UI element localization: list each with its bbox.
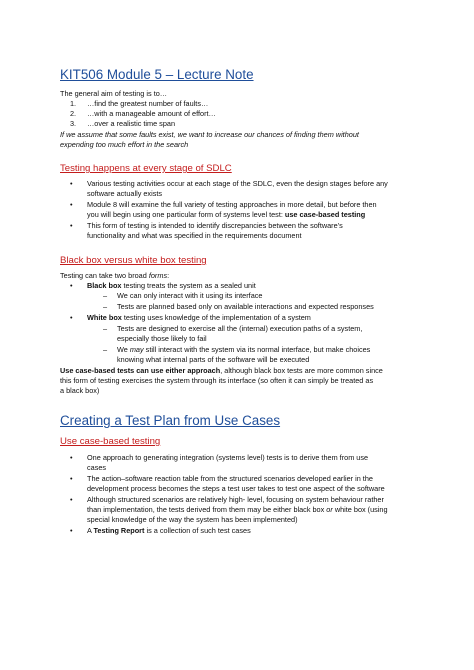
bullet-icon: • [70, 200, 73, 209]
white-box-detail-1-line-1: Tests are designed to exercise all the (internal) execution paths of a system, [117, 324, 363, 333]
intro-italic-line-1: If we assume that some faults exist, we want to increase our chances of finding them without [60, 130, 359, 139]
section-heading-test-plan: Creating a Test Plan from Use Cases [60, 413, 281, 428]
wb-d2-italic: may [129, 345, 144, 354]
uc-bullet-1-line-2: cases [87, 463, 107, 472]
wb-d2-c: still interact with the system via its normal interface, but make choices [143, 345, 371, 354]
white-box-term: White box [87, 313, 122, 322]
bw-lead-colon: : [167, 271, 170, 280]
black-box-detail-1: We can only interact with it using its interface [117, 291, 263, 300]
intro-item-1: …find the greatest number of faults… [87, 99, 209, 108]
bullet-icon: • [70, 453, 73, 462]
uc-bullet-2-line-1: The action–software reaction table from the structured scenarios developed earlier in the [87, 474, 373, 483]
white-box-line [87, 313, 311, 323]
section-heading-black-white-box: Black box versus white box testing [60, 255, 207, 266]
uc-bullet-1-line-1: One approach to generating integration (systems level) tests is to derive them from use [87, 453, 369, 462]
bullet-icon: • [70, 495, 73, 504]
bullet-icon: • [70, 313, 73, 322]
section-heading-sdlc: Testing happens at every stage of SDLC [60, 163, 232, 174]
intro-lead: The general aim of testing is to… [60, 89, 168, 98]
bw-paragraph-bold: Use case-based tests can use either approach [60, 366, 221, 375]
sdlc-bullet-2-text: you will begin using one particular form of systems level test: [87, 210, 285, 219]
bullet-icon: • [70, 526, 73, 535]
uc-b4-bold: Testing Report [93, 526, 145, 535]
uc-b4-a: A [87, 526, 94, 535]
sdlc-bullet-1-line-1: Various testing activities occur at each stage of the SDLC, even the design stages before any [87, 179, 388, 188]
bw-paragraph-line-3: a black box) [60, 386, 100, 395]
white-box-detail-2-line-2: knowing what internal parts of the software will be executed [117, 355, 310, 364]
dash-icon: – [103, 302, 108, 311]
black-box-line [87, 281, 256, 291]
bw-lead-text: Testing can take two broad [60, 271, 149, 280]
uc-b4-c: is a collection of such test cases [144, 526, 251, 535]
bw-paragraph-rest: , although black box tests are more common since [220, 366, 383, 375]
uc-b3-a: than implementation, the tests derived from them may be either black box [87, 505, 327, 514]
white-box-detail-1-line-2: especially those likely to fail [117, 334, 207, 343]
black-box-term: Black box [87, 281, 122, 290]
intro-item-num-3: 3. [70, 119, 77, 128]
sdlc-bullet-2-line-1: Module 8 will examine the full variety of testing approaches in more detail, but before then [87, 200, 377, 209]
uc-bullet-3-line-3: special knowledge of the way the system has been implemented) [87, 515, 298, 524]
uc-bullet-3-line-2 [87, 505, 388, 515]
uc-bullet-3-line-1: Although structured scenarios are relatively high- level, focusing on system behaviour rather [87, 495, 384, 504]
intro-item-num-1: 1. [70, 99, 77, 108]
subheading-use-case-testing: Use case-based testing [60, 436, 161, 447]
sdlc-bullet-3-line-2: functionality and what was specified in the requirements document [87, 231, 302, 240]
white-box-detail-2-line-1 [117, 345, 370, 355]
black-box-desc: testing treats the system as a sealed unit [121, 281, 256, 290]
uc-bullet-2-line-2: development process becomes the steps a test user takes to test one aspect of the software [87, 484, 385, 493]
bw-lead-italic: forms [148, 271, 168, 280]
uc-bullet-4 [87, 526, 251, 536]
bw-lead [60, 271, 169, 281]
intro-item-3: …over a realistic time span [87, 119, 176, 128]
dash-icon: – [103, 324, 108, 333]
intro-italic-line-2: expending too much effort in the search [60, 140, 189, 149]
black-box-detail-2: Tests are planned based only on available interactions and expected responses [117, 302, 374, 311]
dash-icon: – [103, 345, 108, 354]
bullet-icon: • [70, 474, 73, 483]
page-title: KIT506 Module 5 – Lecture Note [60, 67, 254, 82]
intro-item-2: …with a manageable amount of effort… [87, 109, 216, 118]
sdlc-bullet-2-emphasis: use case-based testing [284, 210, 366, 219]
bullet-icon: • [70, 179, 73, 188]
sdlc-bullet-1-line-2: software actually exists [87, 189, 163, 198]
bullet-icon: • [70, 221, 73, 230]
bw-paragraph-line-1 [60, 366, 383, 376]
uc-b3-italic: or [326, 505, 333, 514]
sdlc-bullet-3-line-1: This form of testing is intended to identify discrepancies between the software’s [87, 221, 343, 230]
uc-b3-c: white box (using [332, 505, 388, 514]
white-box-desc: testing uses knowledge of the implementation of a system [121, 313, 311, 322]
sdlc-bullet-2-line-2 [87, 210, 365, 220]
bw-paragraph-line-2: this form of testing exercises the system through its interface (so often it can simply be treated as [60, 376, 374, 385]
intro-item-num-2: 2. [70, 109, 77, 118]
wb-d2-a: We [117, 345, 130, 354]
bullet-icon: • [70, 281, 73, 290]
dash-icon: – [103, 291, 108, 300]
